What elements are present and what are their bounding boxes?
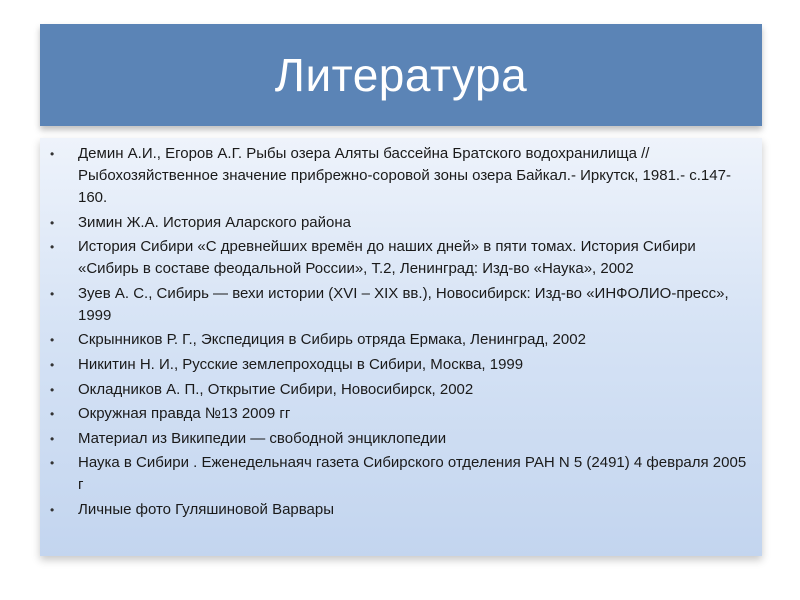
reference-text: История Сибири «С древнейших времён до наших дней» в пяти томах. История Сибири «Сибирь в составе феодальной России», Т.2, Ленинград: Изд-во «Наука», 2002	[78, 238, 696, 278]
slide-title: Литература	[274, 49, 528, 101]
reference-item	[46, 403, 752, 425]
reference-item	[46, 212, 752, 234]
reference-item	[46, 236, 752, 280]
content-panel	[40, 138, 762, 556]
reference-item	[46, 428, 752, 450]
bullet-icon: •	[50, 431, 55, 446]
reference-item	[46, 499, 752, 521]
reference-item	[46, 329, 752, 351]
reference-text: Окладников А. П., Открытие Сибири, Новосибирск, 2002	[78, 380, 474, 398]
title-banner	[40, 24, 762, 126]
reference-item	[46, 379, 752, 401]
bullet-icon: •	[50, 502, 55, 517]
reference-item	[46, 452, 752, 496]
reference-text: Никитин Н. И., Русские землепроходцы в Сибири, Москва, 1999	[78, 355, 524, 373]
reference-text: Наука в Сибири . Еженедельнаяч газета Сибирского отделения РАН N 5 (2491) 4 февраля 2005 г	[78, 454, 747, 494]
bullet-icon: •	[50, 215, 55, 230]
bullet-icon: •	[50, 357, 55, 372]
reference-item	[46, 143, 752, 209]
bullet-icon: •	[50, 333, 55, 348]
bullet-icon: •	[50, 286, 55, 301]
reference-text: Окружная правда №13 2009 гг	[78, 405, 291, 423]
reference-text: Скрынников Р. Г., Экспедиция в Сибирь отряда Ермака, Ленинград, 2002	[78, 331, 586, 349]
reference-item	[46, 283, 752, 327]
bullet-icon: •	[50, 382, 55, 397]
bullet-icon: •	[50, 240, 55, 255]
reference-text: Материал из Википедии — свободной энциклопедии	[78, 429, 447, 447]
bullet-icon: •	[50, 147, 55, 161]
bullet-icon: •	[50, 456, 55, 471]
reference-text: Демин А.И., Егоров А.Г. Рыбы озера Аляты бассейна Братского водохранилища // Рыбохозяйственное значение прибрежно-соровой зоны озера Байкал.- Иркутск, 1981.- с.147-160.	[78, 145, 731, 206]
bullet-icon: •	[50, 407, 55, 422]
reference-list	[40, 138, 762, 521]
reference-text: Зуев А. С., Сибирь — вехи истории (XVI – XIX вв.), Новосибирск: Изд-во «ИНФОЛИО-пресс», 1999	[78, 284, 729, 324]
reference-text: Зимин Ж.А. История Аларского района	[78, 213, 351, 231]
reference-text: Личные фото Гуляшиновой Варвары	[78, 500, 335, 518]
reference-item	[46, 354, 752, 376]
